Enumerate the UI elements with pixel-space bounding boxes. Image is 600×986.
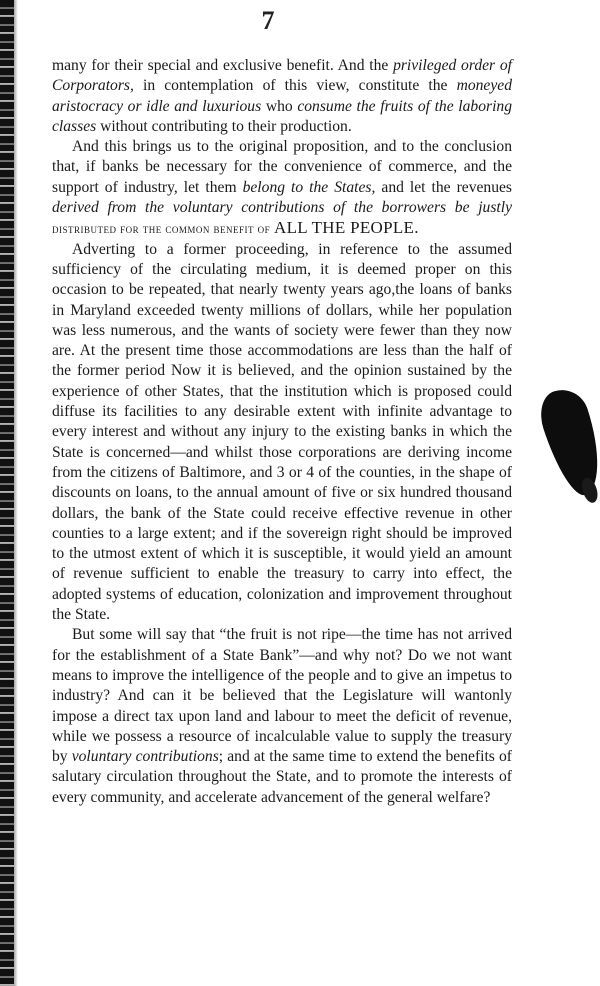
binding-edge — [0, 0, 14, 986]
paragraph — [52, 56, 512, 137]
capitals-run: ALL THE PEOPLE. — [274, 218, 419, 238]
italic-run: moneyed aristocracy or idle and luxurious — [52, 77, 512, 115]
text-run: in contemplation of this view, constitute the — [133, 77, 457, 95]
small-caps-run: distributed for the common benefit of — [52, 222, 271, 237]
italic-run: belong to the States, — [242, 178, 376, 196]
text-run: without contributing to their production. — [96, 117, 352, 135]
text-run: And this brings us to the original proposition, and to the conclusion that, if banks be necessary for the convenience of commerce, and the support of industry, let them — [52, 138, 512, 196]
text-run: and let the revenues — [375, 178, 512, 196]
text-run: who — [261, 97, 298, 115]
italic-run: voluntary contributions — [71, 748, 219, 766]
text-run: many for their special and exclusive benefit. And the — [52, 57, 394, 74]
paragraph — [52, 240, 512, 626]
paragraph — [52, 137, 512, 239]
body-text — [52, 56, 512, 808]
italic-run: derived from the voluntary contributions of the borrowers be justly — [52, 199, 512, 217]
text-run: ; and at the same time to extend the benefits of salutary circulation throughout the State, and to promote the interests of every community, and accelerate advancement of the general welfare? — [52, 748, 512, 806]
italic-run: privileged order of Corporators, — [52, 57, 512, 95]
text-run: But some will say that “the fruit is not ripe—the time has not arrived for the establishment of a State Bank”—and why not? Do we not want means to improve the intelligence of the people and to give an impetus to industry? And can it be believed that the Legislature will wantonly impose a direct tax upon land and labour to meet the deficit of revenue, while we possess a resource of incalculable value to supply the treasury by — [52, 626, 512, 766]
paragraph — [52, 625, 512, 808]
page-number: 7 — [261, 6, 275, 35]
text-run: Adverting to a former proceeding, in reference to the assumed sufficiency of the circulating medium, it is deemed proper on this occasion to be repeated, that nearly twenty years ago,the loans of banks in Maryland exceeded twenty millions of dollars, while her population was less numerous, and the wants of society were fewer than they now are. At the present time those accommodations are less than the half of the former period Now it is believed, and the opinion sustained by the experience of other States, that the institution which is proposed could diffuse its facilities to any desirable extent with infinite advantage to every interest and without any injury to the existing banks in which the State is concerned—and whilst those corporations are deriving income from the citizens of Baltimore, and 3 or 4 of the counties, in the shape of discounts on loans, to the annual amount of five or six hundred thousand dollars, the bank of the State could receive effective revenue in other counties to a large extent; and if the sovereign right should be improved to the utmost extent of which it is susceptible, it would yield an amount of revenue sufficient to enable the treasury to carry into effect, the adopted systems of education, colonization and improvement throughout the State. — [52, 240, 512, 624]
italic-run: consume the fruits of the laboring classes — [52, 97, 513, 135]
ink-blot — [533, 383, 600, 501]
